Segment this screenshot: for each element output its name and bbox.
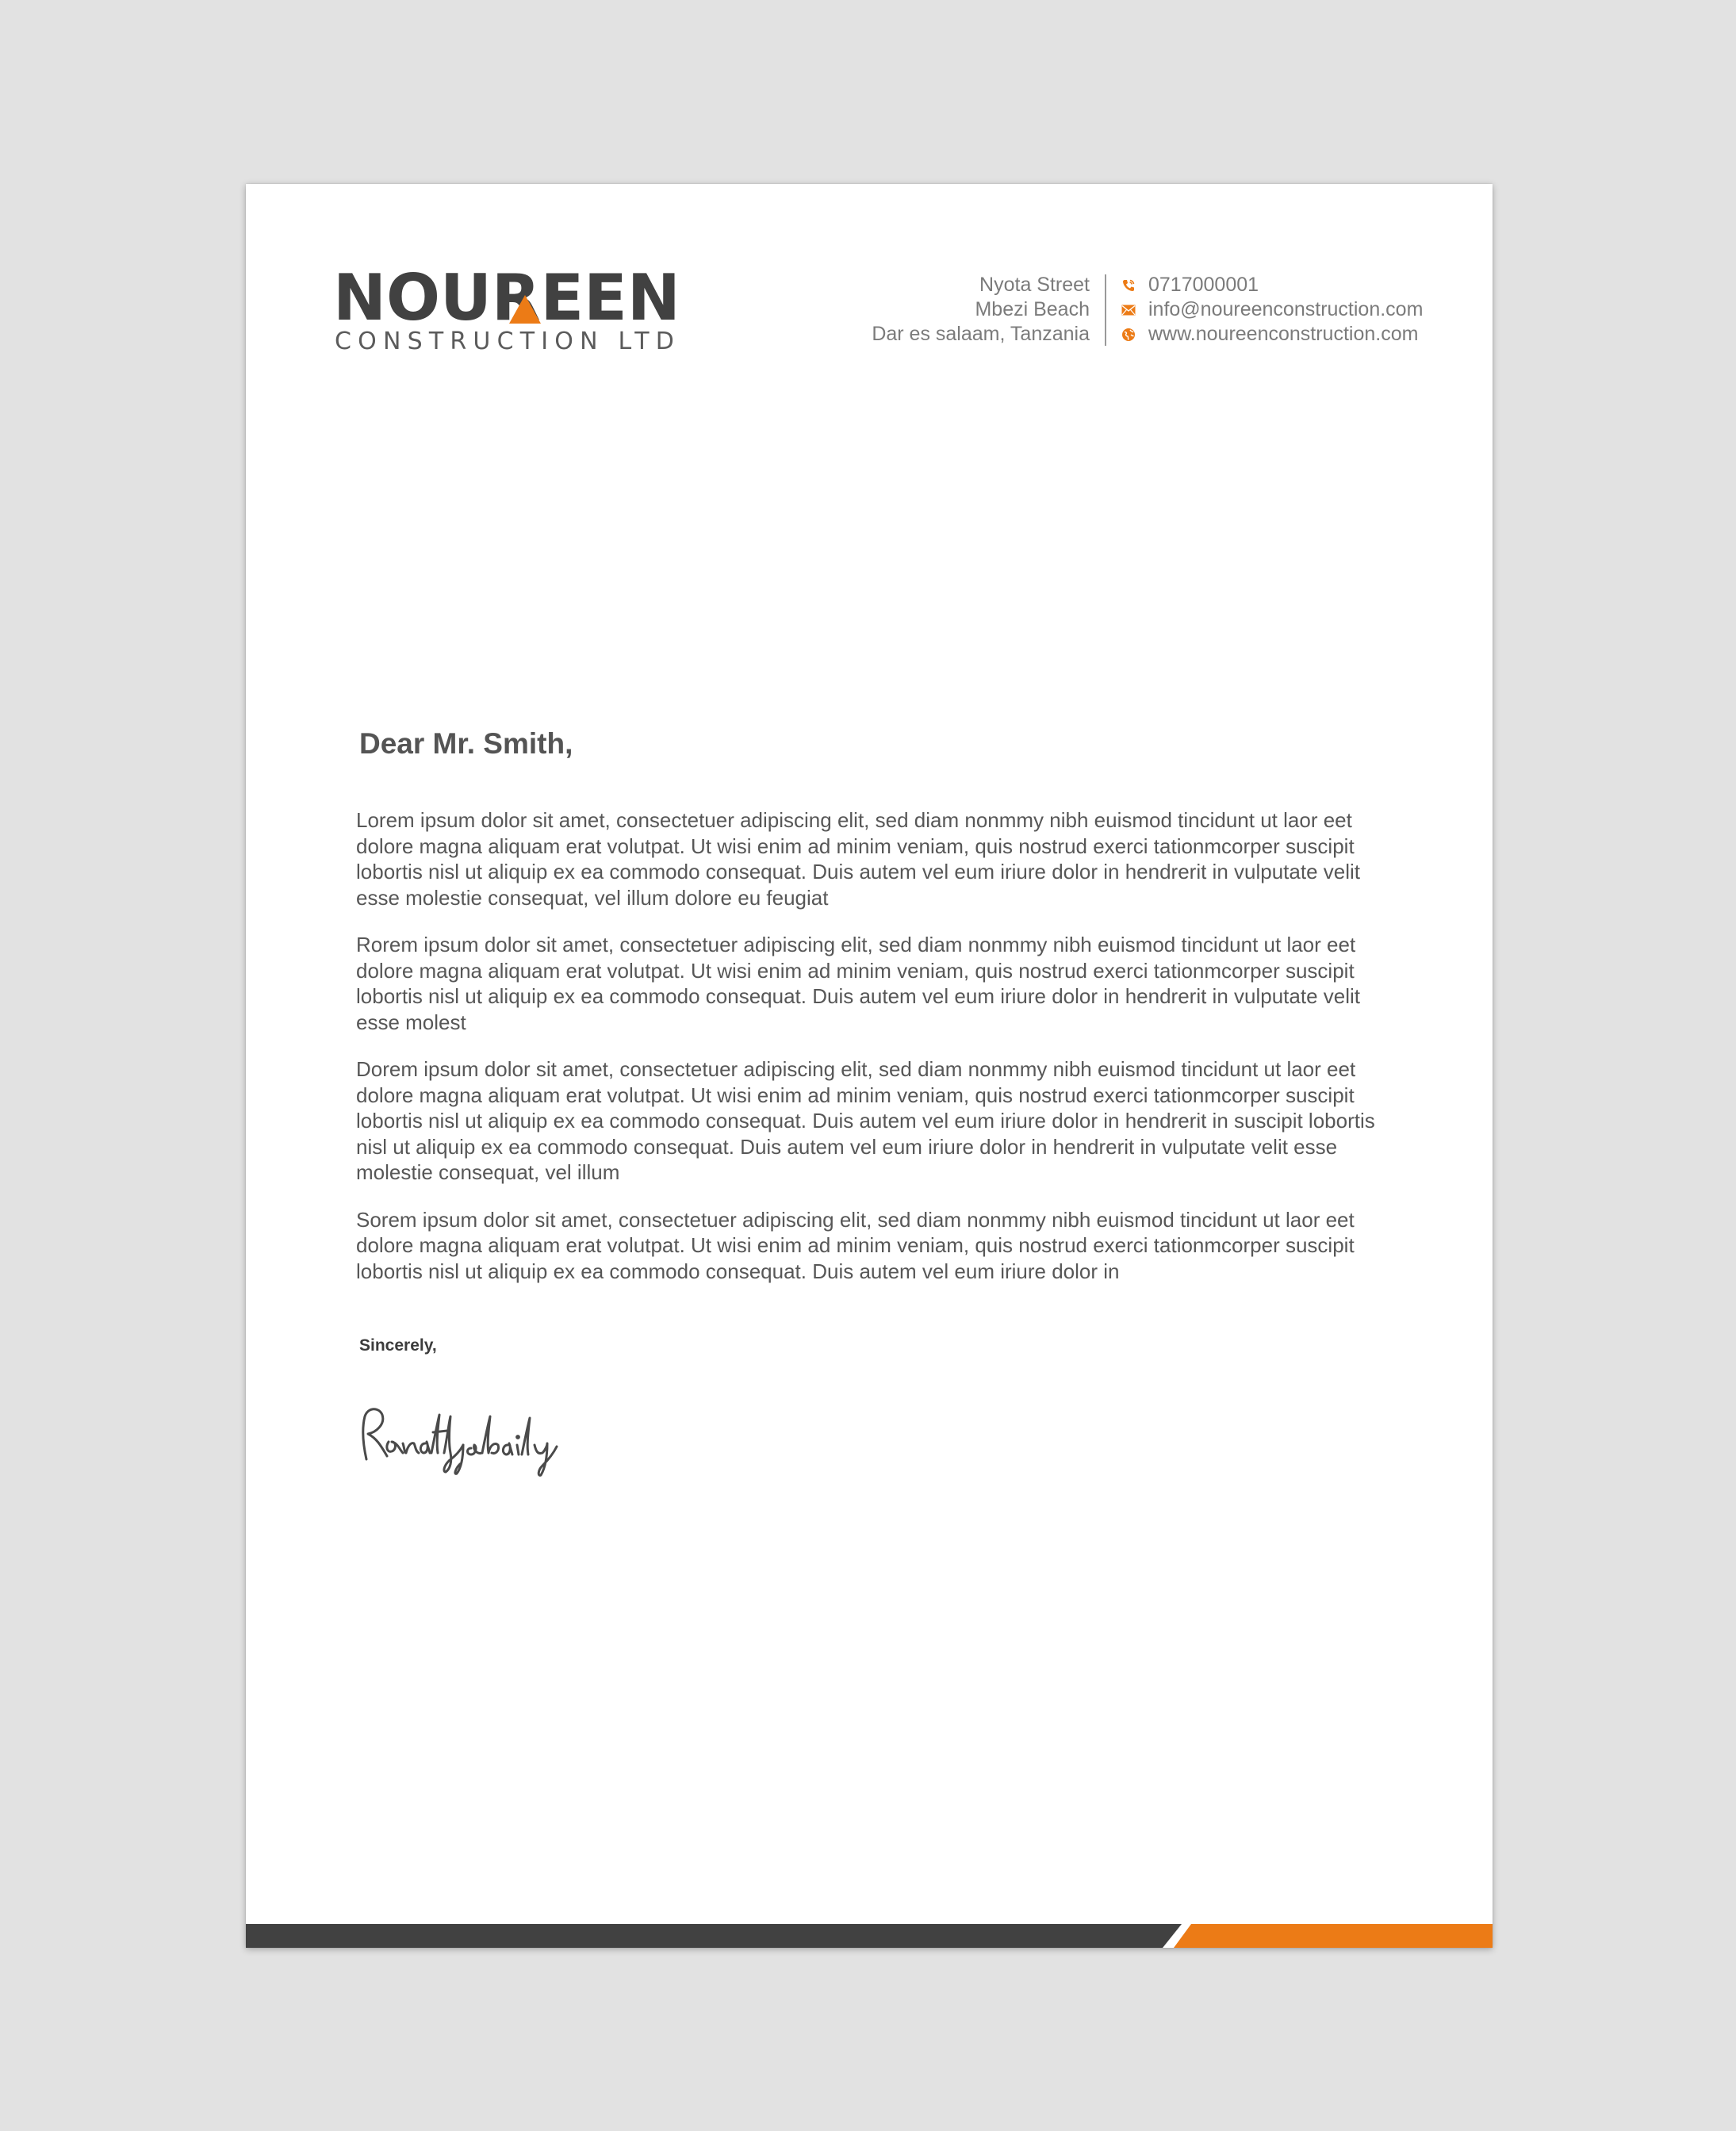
contact-website-text[interactable]: www.noureenconstruction.com bbox=[1148, 323, 1419, 345]
logo-text-part2: R bbox=[491, 261, 541, 335]
logo-r-letter bbox=[491, 261, 541, 335]
phone-icon bbox=[1120, 277, 1137, 294]
header-divider bbox=[1105, 274, 1106, 346]
contact-website bbox=[1120, 322, 1423, 347]
company-address bbox=[872, 273, 1090, 347]
logo-triangle-icon bbox=[509, 295, 541, 324]
footer-orange-stripe bbox=[1174, 1924, 1493, 1948]
letter-greeting: Dear Mr. Smith, bbox=[359, 727, 573, 760]
logo-tagline: CONSTRUCTION LTD bbox=[335, 328, 681, 355]
letter-body bbox=[356, 807, 1387, 1305]
address-line-area: Mbezi Beach bbox=[975, 298, 1090, 320]
contact-phone-text[interactable]: 0717000001 bbox=[1148, 274, 1259, 296]
email-icon bbox=[1120, 301, 1137, 319]
company-logo bbox=[333, 261, 682, 355]
contact-email-text[interactable]: info@noureenconstruction.com bbox=[1148, 298, 1424, 320]
body-paragraph-4: Sorem ipsum dolor sit amet, consectetuer adipiscing elit, sed diam nonmmy nibh euismod tincidunt ut laor eet dolore magna aliquam erat volutpat. Ut wisi enim ad minim veniam, quis nostrud exerci tationmcorper suscipit lobortis nisl ut aliquip ex ea commodo consequat. Duis autem vel eum iriure dolor in bbox=[356, 1207, 1355, 1283]
logo-text-part3: EEN bbox=[540, 261, 680, 335]
footer-dark-stripe bbox=[246, 1924, 1182, 1948]
body-paragraph-1: Lorem ipsum dolor sit amet, consectetuer adipiscing elit, sed diam nonmmy nibh euismod tincidunt ut laor eet dolore magna aliquam erat volutpat. Ut wisi enim ad minim veniam, quis nostrud exerci tationmcorper suscipit lobortis nisl ut aliquip ex ea commodo consequat. Duis autem vel eum iriure dolor in hendrerit in vulputate velit esse molestie consequat, vel illum dolore eu feugiat bbox=[356, 808, 1360, 910]
address-line-city: Dar es salaam, Tanzania bbox=[872, 323, 1090, 345]
logo-wordmark bbox=[333, 261, 680, 335]
handwritten-signature bbox=[355, 1397, 569, 1477]
letterhead-page bbox=[246, 184, 1493, 1948]
address-line-street: Nyota Street bbox=[979, 274, 1090, 296]
letter-closing: Sincerely, bbox=[359, 1336, 437, 1355]
contact-list bbox=[1120, 273, 1423, 347]
logo-text-part1: NOU bbox=[333, 261, 492, 335]
contact-phone bbox=[1120, 273, 1423, 297]
footer-bar bbox=[246, 1924, 1493, 1948]
globe-icon bbox=[1120, 326, 1137, 343]
body-paragraph-3: Dorem ipsum dolor sit amet, consectetuer adipiscing elit, sed diam nonmmy nibh euismod tincidunt ut laor eet dolore magna aliquam erat volutpat. Ut wisi enim ad minim veniam, quis nostrud exerci tationmcorper suscipit lobortis nisl ut aliquip ex ea commodo consequat. Duis autem vel eum iriure dolor in hendrerit in suscipit lobortis nisl ut aliquip ex ea commodo consequat. Duis autem vel eum iriure dolor in hendrerit in vulputate velit esse molestie consequat, vel illum bbox=[356, 1057, 1375, 1184]
body-paragraph-2: Rorem ipsum dolor sit amet, consectetuer adipiscing elit, sed diam nonmmy nibh euismod tincidunt ut laor eet dolore magna aliquam erat volutpat. Ut wisi enim ad minim veniam, quis nostrud exerci tationmcorper suscipit lobortis nisl ut aliquip ex ea commodo consequat. Duis autem vel eum iriure dolor in hendrerit in vulputate velit esse molest bbox=[356, 933, 1360, 1034]
contact-email bbox=[1120, 297, 1423, 322]
